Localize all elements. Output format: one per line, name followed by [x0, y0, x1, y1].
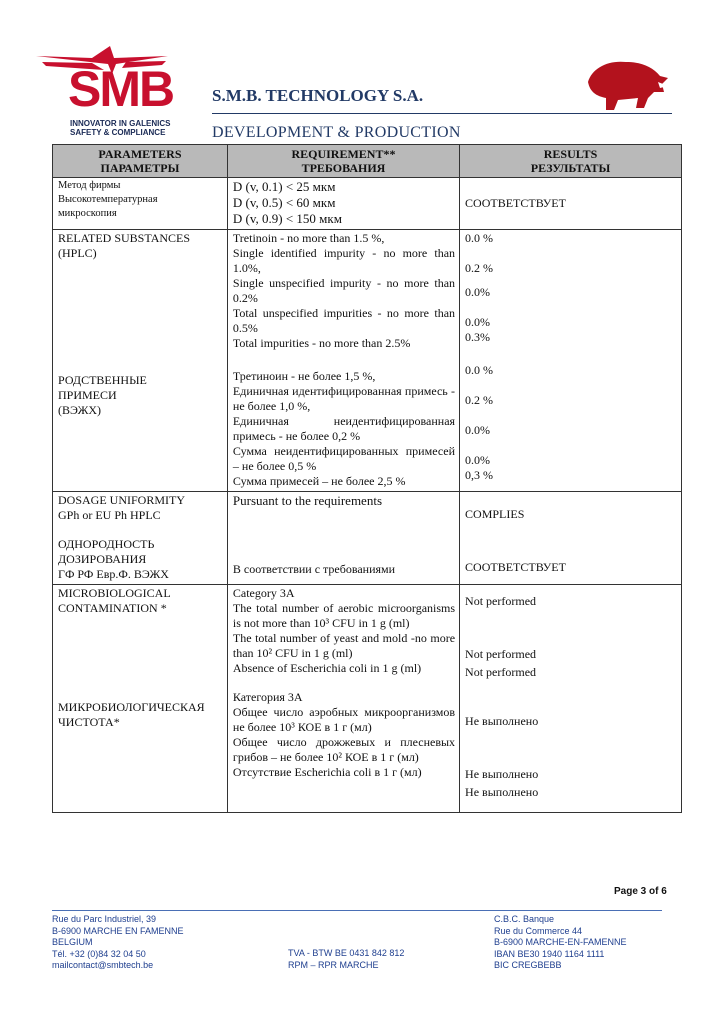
header-parameters: PARAMETERS ПАРАМЕТРЫ [53, 145, 228, 178]
boar-logo-icon [582, 52, 670, 114]
company-logo [34, 44, 194, 144]
result-cell: Not performed Not performed Not performed Не выполнено Не выполнено Не выполнено [460, 585, 682, 813]
results-table [52, 144, 682, 813]
param-cell: RELATED SUBSTANCES (HPLC) РОДСТВЕННЫЕ ПРИМЕСИ (ВЭЖХ) [53, 230, 228, 492]
table-row-microbiological [53, 585, 682, 813]
company-name: S.M.B. TECHNOLOGY S.A. [212, 86, 424, 105]
param-cell: Метод фирмы Высокотемпературная микроскопия [53, 178, 228, 230]
table-row-related-substances [53, 230, 682, 492]
footer-bank: C.B.C. Banque Rue du Commerce 44 B-6900 MARCHE-EN-FAMENNE IBAN BE30 1940 1164 1111 BIC CREGBEBB [494, 914, 627, 970]
logo-tagline: INNOVATOR IN GALENICS SAFETY & COMPLIANCE [70, 119, 171, 137]
header-subtitle: DEVELOPMENT & PRODUCTION [212, 124, 461, 141]
header-rule [212, 113, 672, 114]
logo-text: SMB [68, 61, 174, 117]
footer-rule [52, 910, 662, 911]
page-number: Page 3 of 6 [614, 886, 667, 897]
param-cell: DOSAGE UNIFORMITY GPh or EU Ph HPLC ОДНОРОДНОСТЬ ДОЗИРОВАНИЯ ГФ РФ Евр.Ф. ВЭЖХ [53, 492, 228, 585]
header-requirement: REQUIREMENT** ТРЕБОВАНИЯ [227, 145, 459, 178]
result-cell: 0.0 % 0.2 % 0.0% 0.0% 0.3% 0.0 % 0.2 % 0.0% 0.0% 0,3 % [460, 230, 682, 492]
footer-vat: TVA - BTW BE 0431 842 812 RPM – RPR MARCHE [288, 948, 405, 970]
requirement-cell: Tretinoin - no more than 1.5 %, Single identified impurity - no more than 1.0%, Single unspecified impurity - no more than 0.2% Total unspecified impurities - no more than 0.5% Total impurities - no more than 2.5% Третиноин - не более 1,5 %, Единичная идентифицированная примесь - не более 1,0 %, Единичная неидентифицированная примесь - не более 0,2 % Сумма неидентифицированных примесей – не более 0,5 % Сумма примесей – не более 2,5 % [227, 230, 459, 492]
requirement-cell: Category 3A The total number of aerobic microorganisms is not more than 10³ CFU in 1 g (ml) The total number of yeast and mold -no more than 10² CFU in 1 g (ml) Absence of Escherichia coli in 1 g (ml) Категория 3А Общее число аэробных микроорганизмов не более 10³ КОЕ в 1 г (мл) Общее число дрожжевых и плесневых грибов – не более 10² КОЕ в 1 г (мл) Отсутствие Escherichia coli в 1 г (мл) [227, 585, 459, 813]
result-cell: COMPLIES СООТВЕТСТВУЕТ [460, 492, 682, 585]
header-results: RESULTS РЕЗУЛЬТАТЫ [460, 145, 682, 178]
footer-address: Rue du Parc Industriel, 39 B-6900 MARCHE EN FAMENNE BELGIUM Tél. +32 (0)84 32 04 50 mailcontact@smbtech.be [52, 914, 184, 970]
result-cell: СООТВЕТСТВУЕТ [460, 178, 682, 230]
requirement-cell: Pursuant to the requirements В соответствии с требованиями [227, 492, 459, 585]
table-row-microscopy [53, 178, 682, 230]
requirement-cell: D (v, 0.1) < 25 мкм D (v, 0.5) < 60 мкм D (v, 0.9) < 150 мкм [227, 178, 459, 230]
param-cell: MICROBIOLOGICAL CONTAMINATION * МИКРОБИОЛОГИЧЕСКАЯ ЧИСТОТА* [53, 585, 228, 813]
table-header-row [53, 145, 682, 178]
table-row-dosage-uniformity [53, 492, 682, 585]
